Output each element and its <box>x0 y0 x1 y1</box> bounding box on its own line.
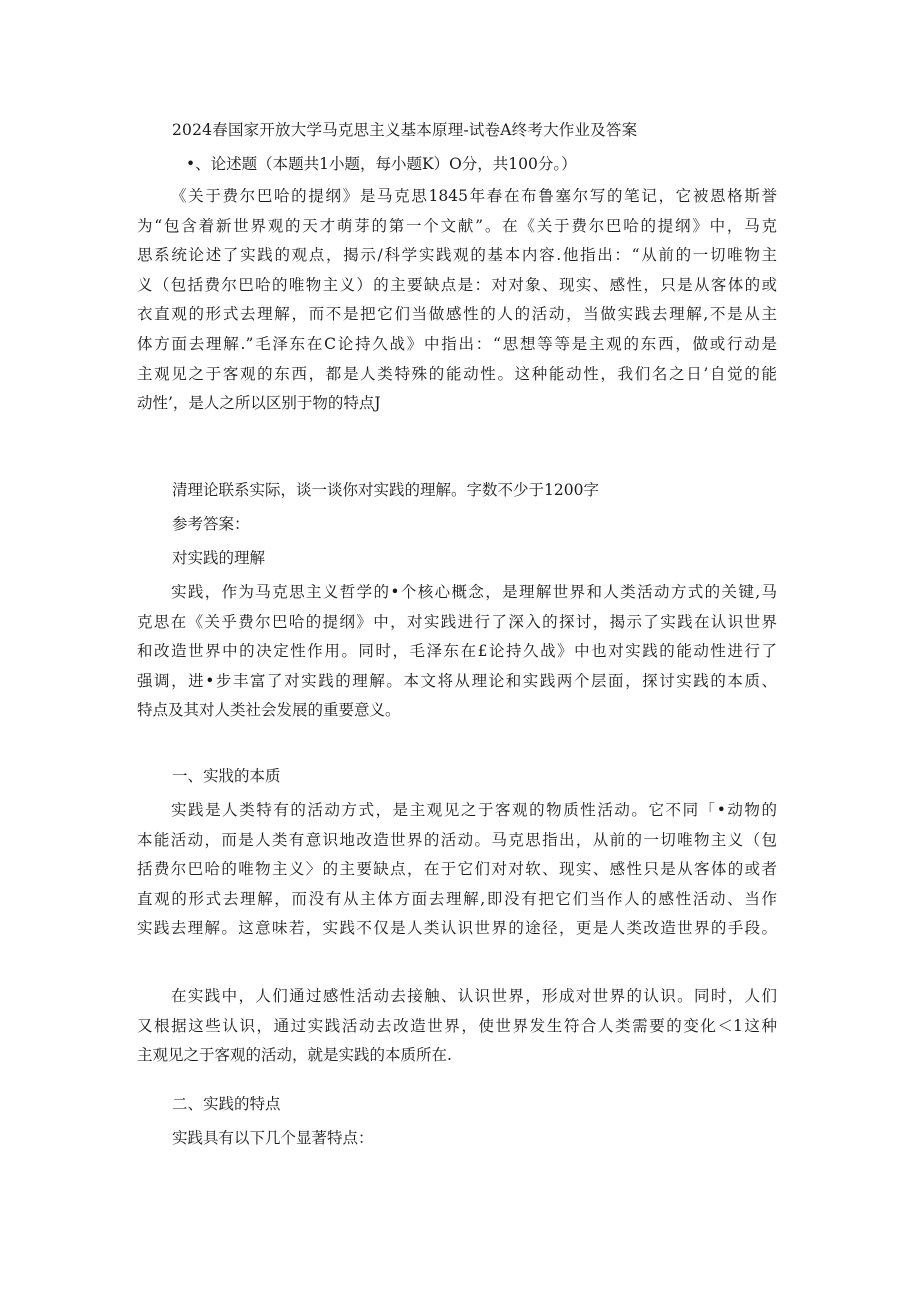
essence-paragraph-2 <box>137 982 777 1071</box>
intro-line: 特点及其对人类社会发展的重要意义。 <box>137 701 401 720</box>
essence-heading: 一、实戕的本质 <box>172 767 281 785</box>
question-paragraph <box>137 182 777 419</box>
question-line: 体方面去理解.”毛泽东在C论持久战》中指出：“思想等等是主观的东西，做或行动是 <box>137 334 777 353</box>
question-line: 为“包含着新世界观的天才萌芽的第一个文献”。在《关于费尔巴哈的提纲》中，马克 <box>137 216 777 235</box>
intro-line: 实践，作为马克思主义哲学的•个核心概念，是理解世界和人类活动方式的关键,马 <box>171 583 777 601</box>
essence-line: 在实践中，人们通过感性活动去接触、认识世界，形成对世界的认识。同时，人们 <box>171 987 777 1005</box>
question-line: 思系统论述了实践的观点，揭示/科学实践观的基本内容.他指出：“从前的一切唯物主 <box>137 246 777 265</box>
essence-paragraph-1 <box>137 796 777 944</box>
essence-line: 直观的形式去理解，而没有从主体方面去理解,即没有把它们当作人的感性活动、当作 <box>137 889 777 908</box>
essay-title: 对实践的理解 <box>172 549 266 567</box>
essence-line: 本能活动，而是人类有意识地改造世界的活动。马克思指出，从前的一切唯物主义（包 <box>137 830 777 849</box>
section-heading: •、论述题（本题共1小题，每小题K）O分，共100分。） <box>186 155 577 173</box>
document-title: 2024春国家开放大学马克思主义基本原理-试卷A终考大作业及答案 <box>172 121 638 139</box>
features-heading: 二、实践的特点 <box>172 1095 281 1113</box>
question-line: 衣直观的形式去理解，而不是把它们当做感性的人的活动，当做实践去理解,不是从主 <box>137 305 777 324</box>
question-prompt: 清理论联系实际，谈一谈你对实践的理解。字数不少于1200字 <box>172 481 599 499</box>
essence-line: 实践去理解。这意味若，实践不仅是人类认识世界的途径，更是人类改造世界的手段。 <box>137 919 777 938</box>
essence-line: 主观见之于客观的活动，就是实践的本质所在. <box>137 1046 452 1065</box>
intro-line: 和改造世界中的决定性作用。同时，毛泽东在£论持久战》中也对实践的能动性进行了 <box>137 642 777 661</box>
question-line: 《关于费尔巴哈的提纲》是马克思1845年春在布鲁塞尔写的笔记，它被恩格斯誉 <box>171 187 777 205</box>
features-intro: 实践具有以下几个显著特点： <box>172 1129 374 1147</box>
intro-line: 强调，进•步丰富了对实践的理解。本文将从理论和实践两个层面，探讨实践的本质、 <box>137 671 777 690</box>
question-line: 动性’，是人之所以区别于物的特点J <box>137 394 381 413</box>
essence-line: 又根据这些认识，通过实践活动去改造世界，使世界发生符合人类需要的变化＜1这种 <box>137 1016 777 1035</box>
essence-line: 括费尔巴哈的唯物主义〉的主要缺点，在于它们对对软、现实、感性只是从客体的或者 <box>137 860 777 879</box>
question-line: 义（包括费尔巴哈的唯物主义）的主要缺点是：对对象、现实、感性，只是从客体的或 <box>137 275 777 294</box>
essence-line: 实践是人类特有的活动方式，是主观见之于客观的物质性活动。它不同「•动物的 <box>171 801 777 819</box>
question-line: 主观见之于客观的东西，都是人类特殊的能动性。这种能动性，我们名之日’自觉的能 <box>137 364 777 383</box>
answer-label: 参考答案： <box>172 515 250 533</box>
intro-line: 克思在《关乎费尔巴哈的提纲》中，对实践进行了深入的探讨，揭示了实践在认识世界 <box>137 612 777 631</box>
intro-paragraph <box>137 578 777 726</box>
